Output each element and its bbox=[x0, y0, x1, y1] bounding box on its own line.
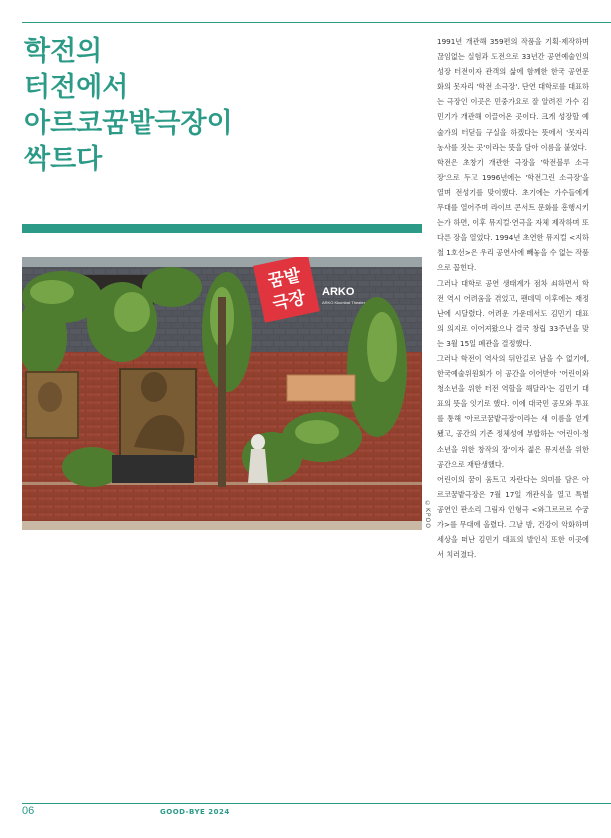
paragraph: 1991년 개관해 359편의 작품을 기획·제작하며 끊임없는 실험과 도전으로 33년간 공연예술인의 성장 터전이자 관객의 삶에 함께한 한국 공연문화의 못자리 '학전 소극장'. 단연 대학로를 대표하는 극장인 이곳은 민중가요로 잘 알려진 가수 김민기가 개관해 이끌어온 곳이다. 크게 성장할 예술가의 터딛들 구실을 하겠다는 뜻에서 '못자리 농사를 짓는 곳'이라는 뜻을 담아 이름을 붙였다. bbox=[437, 37, 589, 152]
name-plaque bbox=[287, 375, 355, 401]
sidewalk bbox=[22, 521, 422, 530]
paragraph: 그러나 학전이 역사의 뒤안길로 남을 수 없기에, 한국예술위원회가 이 공간을 이어받아 '어린이와 청소년을 위한 터전 역할을 해달라'는 김민기 대표의 뜻을 잇기로 했다. 이에 대국민 공모와 투표를 통해 '아르코꿈밭극장'이라는 새 이름을 얻게 됐고, 공간의 기존 정체성에 부합하는 '어린이·청소년을 위한 창작의 장'이자 젊은 뮤지션을 위한 공간으로 재탄생했다. bbox=[437, 353, 589, 469]
tree-trunk bbox=[218, 297, 226, 487]
theater-facade-illustration bbox=[22, 257, 422, 530]
theater-photo bbox=[22, 257, 422, 530]
headline-line-1: 학전의 bbox=[24, 36, 103, 67]
sign-text-top: 꿈밭 bbox=[266, 265, 303, 292]
white-statue-body bbox=[248, 449, 268, 483]
relief-head bbox=[141, 372, 167, 402]
relief-face bbox=[38, 382, 62, 412]
arko-brand-sub: ARKO Kkumbat Theater bbox=[322, 300, 366, 305]
photo-credit: ©KPOO bbox=[424, 500, 431, 529]
page-number: 06 bbox=[22, 805, 35, 817]
paragraph: 그러나 대학로 공연 생태계가 점차 쇠하면서 학전 역시 어려움을 겪었고, 팬데믹 이후에는 재정난에 시달렸다. 어려운 가운데서도 김민기 대표의 의지로 이어져왔으나 결국 창립 33주년을 맞는 3월 15일 폐관을 결정했다. bbox=[437, 278, 589, 348]
pedestal bbox=[112, 455, 194, 483]
running-footer-title: GOOD-BYE 2024 bbox=[160, 808, 230, 816]
paragraph: 학전은 초창기 개관한 극장을 '학전블루 소극장'으로 두고 1996년에는 '학전그린 소극장'을 열며 전성기를 맞이했다. 초기에는 가수들에게 무대를 열어주며 라이브 콘서트 문화를 흥행시키는가 하면, 이후 뮤지컬·연극을 자체 제작하며 또 다른 장을 열었다. 1994년 초연한 뮤지컬 <지하철 1호선>은 우리 공연사에 빼놓을 수 없는 작품으로 꼽힌다. bbox=[437, 157, 589, 273]
accent-bar bbox=[22, 224, 422, 233]
white-statue-head bbox=[251, 434, 265, 450]
bottom-rule bbox=[22, 803, 611, 804]
low-brick-wall bbox=[22, 485, 422, 521]
sign-text-bottom: 극장 bbox=[270, 288, 308, 315]
arko-brand: ARKO bbox=[322, 286, 355, 298]
headline-line-2: 터전에서 bbox=[24, 72, 129, 103]
headline-line-3: 아르코꿈밭극장이 bbox=[24, 108, 233, 139]
kkumbat-sign bbox=[253, 257, 320, 323]
top-rule bbox=[22, 22, 611, 23]
headline-line-4: 싹트다 bbox=[24, 144, 103, 175]
article-body bbox=[437, 34, 589, 562]
paragraph: 어린이의 꿈이 움트고 자란다는 의미를 담은 아르코꿈밭극장은 7월 17일 개관식을 열고 특별 공연인 판소리 그림자 인형극 <와그르르르 수궁가>를 무대에 올렸다. 그날 밤, 건강이 악화하며 세상을 떠난 김민기 대표의 발인식 또한 이곳에서 치러졌다. bbox=[437, 474, 589, 560]
page-title bbox=[24, 34, 414, 178]
